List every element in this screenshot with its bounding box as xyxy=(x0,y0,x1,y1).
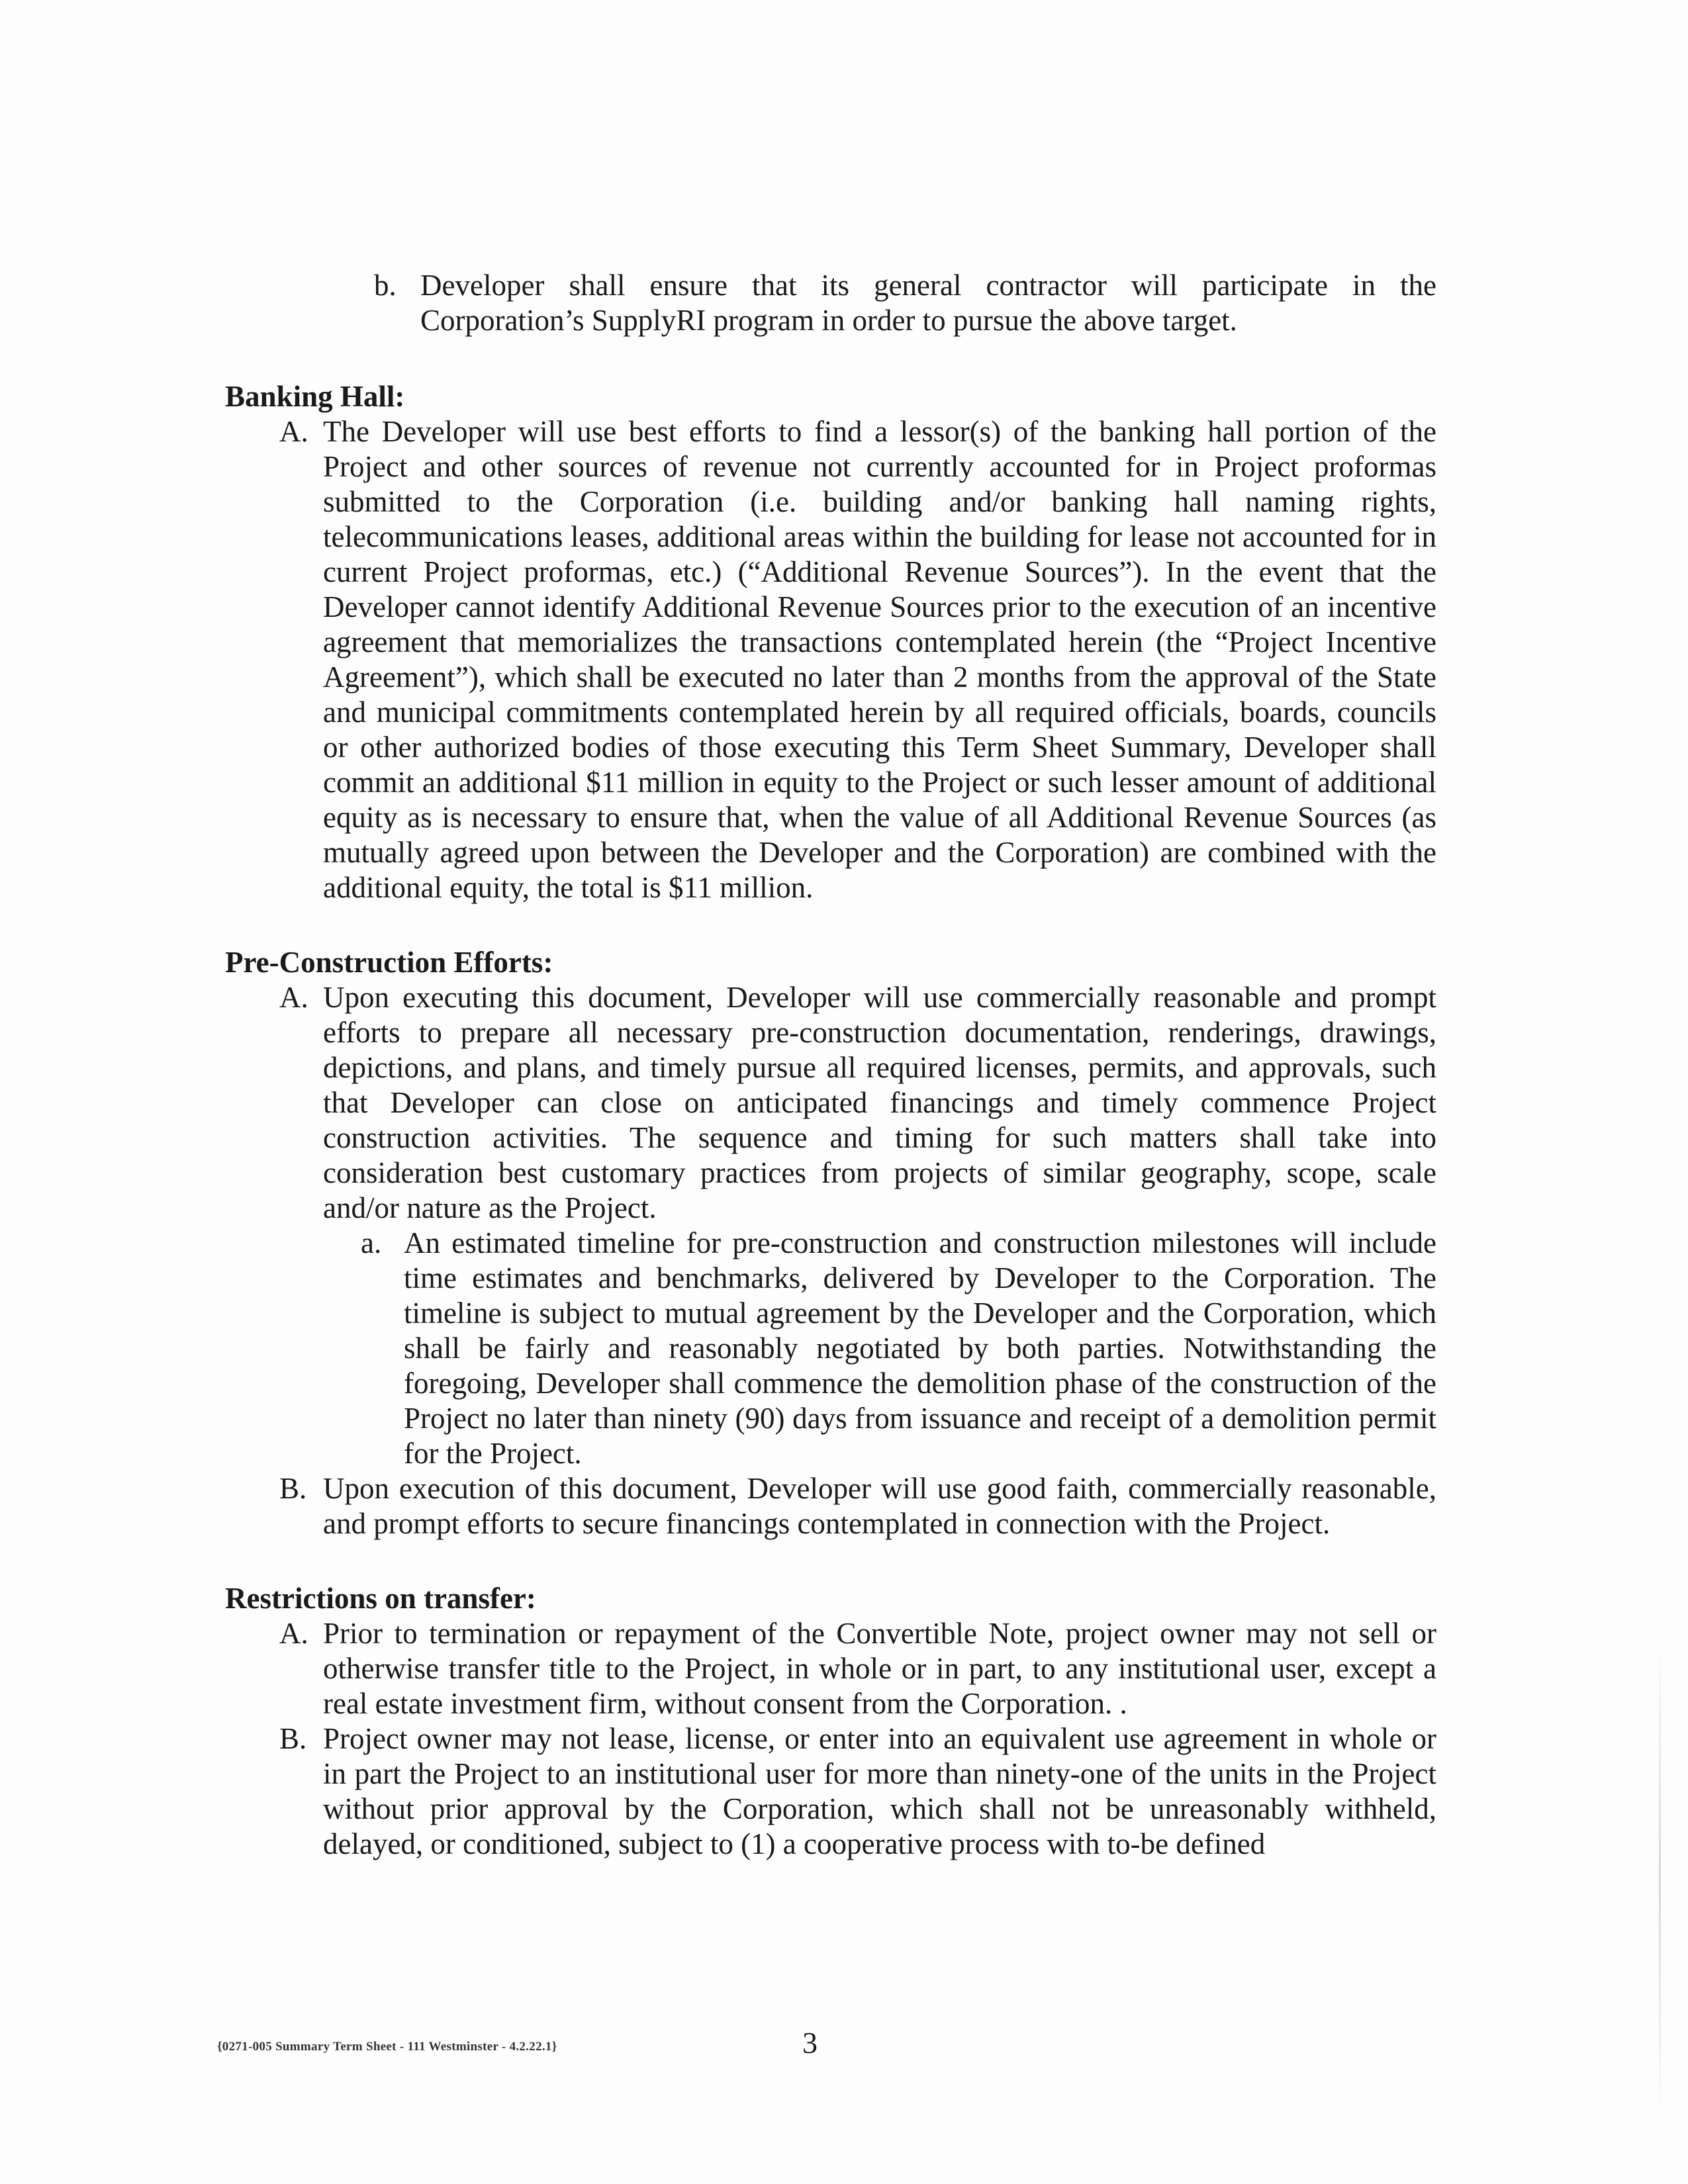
document-body xyxy=(225,268,1436,1862)
list-item-b xyxy=(225,1721,1436,1862)
section-heading: Banking Hall: xyxy=(225,380,405,413)
section-continuation xyxy=(225,268,1436,338)
list-item-text: Upon execution of this document, Developer will use good faith, commercially reasonable, and prompt efforts to secure financings contemplated in connection with the Project. xyxy=(323,1472,1436,1540)
scan-edge-artifact xyxy=(1659,1641,1661,2118)
list-item-a xyxy=(225,1616,1436,1721)
list-marker: A. xyxy=(279,981,308,1014)
list-marker: b. xyxy=(374,269,397,302)
list-item-a xyxy=(225,980,1436,1226)
section-restrictions-on-transfer xyxy=(225,1581,1436,1862)
sub-list-item-a xyxy=(225,1226,1436,1471)
list-item-text: The Developer will use best efforts to find a lessor(s) of the banking hall portion of the Project and other sources of revenue not currently accounted for in Project proformas submitted to the Corporation (i.e. building and/or banking hall naming rights, telecommunications leases, additional areas within the building for lease not accounted for in current Project proformas, etc.) (“Additional Revenue Sources”). In the event that the Developer cannot identify Additional Revenue Sources prior to the execution of an incentive agreement that memorializes the transactions contemplated herein (the “Project Incentive Agreement”), which shall be executed no later than 2 months from the approval of the State and municipal commitments contemplated herein by all required officials, boards, councils or other authorized bodies of those executing this Term Sheet Summary, Developer shall commit an additional $11 million in equity to the Project or such lesser amount of additional equity as is necessary to ensure that, when the value of all Additional Revenue Sources (as mutually agreed upon between the Developer and the Corporation) are combined with the additional equity, the total is $11 million. xyxy=(323,415,1436,904)
list-item-text: Project owner may not lease, license, or enter into an equivalent use agreement in whole or in part the Project to an institutional user for more than ninety-one of the units in the Project without prior approval by the Corporation, which shall not be unreasonably withheld, delayed, or conditioned, subject to (1) a cooperative process with to-be defined xyxy=(323,1722,1436,1860)
list-item-text: An estimated timeline for pre-construction and construction milestones will include time estimates and benchmarks, delivered by Developer to the Corporation. The timeline is subject to mutual agreement by the Developer and the Corporation, which shall be fairly and reasonably negotiated by both parties. Notwithstanding the foregoing, Developer shall commence the demolition phase of the construction of the Project no later than ninety (90) days from issuance and receipt of a demolition permit for the Project. xyxy=(404,1226,1436,1470)
section-heading: Restrictions on transfer: xyxy=(225,1582,536,1615)
list-marker: B. xyxy=(279,1722,307,1755)
list-item-text: Prior to termination or repayment of the Convertible Note, project owner may not sell or otherwise transfer title to the Project, in whole or in part, to any institutional user, except a real estate investment firm, without consent from the Corporation. . xyxy=(323,1617,1436,1720)
page-number: 3 xyxy=(802,2026,818,2060)
list-item-a xyxy=(225,414,1436,905)
section-banking-hall xyxy=(225,379,1436,905)
list-item-b xyxy=(225,1471,1436,1541)
footer-document-reference: {0271-005 Summary Term Sheet - 111 Westminster - 4.2.22.1} xyxy=(217,2040,557,2054)
list-item-text: Developer shall ensure that its general contractor will participate in the Corporation’s SupplyRI program in order to pursue the above target. xyxy=(420,269,1436,337)
list-item-text: Upon executing this document, Developer will use commercially reasonable and prompt efforts to prepare all necessary pre-construction documentation, renderings, drawings, depictions, and plans, and timely pursue all required licenses, permits, and approvals, such that Developer can close on anticipated financings and timely commence Project construction activities. The sequence and timing for such matters shall take into consideration best customary practices from projects of similar geography, scope, scale and/or nature as the Project. xyxy=(323,981,1436,1224)
section-heading: Pre-Construction Efforts: xyxy=(225,946,553,979)
list-marker: B. xyxy=(279,1472,307,1505)
list-marker: A. xyxy=(279,1617,308,1650)
list-marker: A. xyxy=(279,415,308,448)
list-item-b xyxy=(225,268,1436,338)
section-pre-construction xyxy=(225,945,1436,1541)
list-marker: a. xyxy=(361,1226,382,1259)
